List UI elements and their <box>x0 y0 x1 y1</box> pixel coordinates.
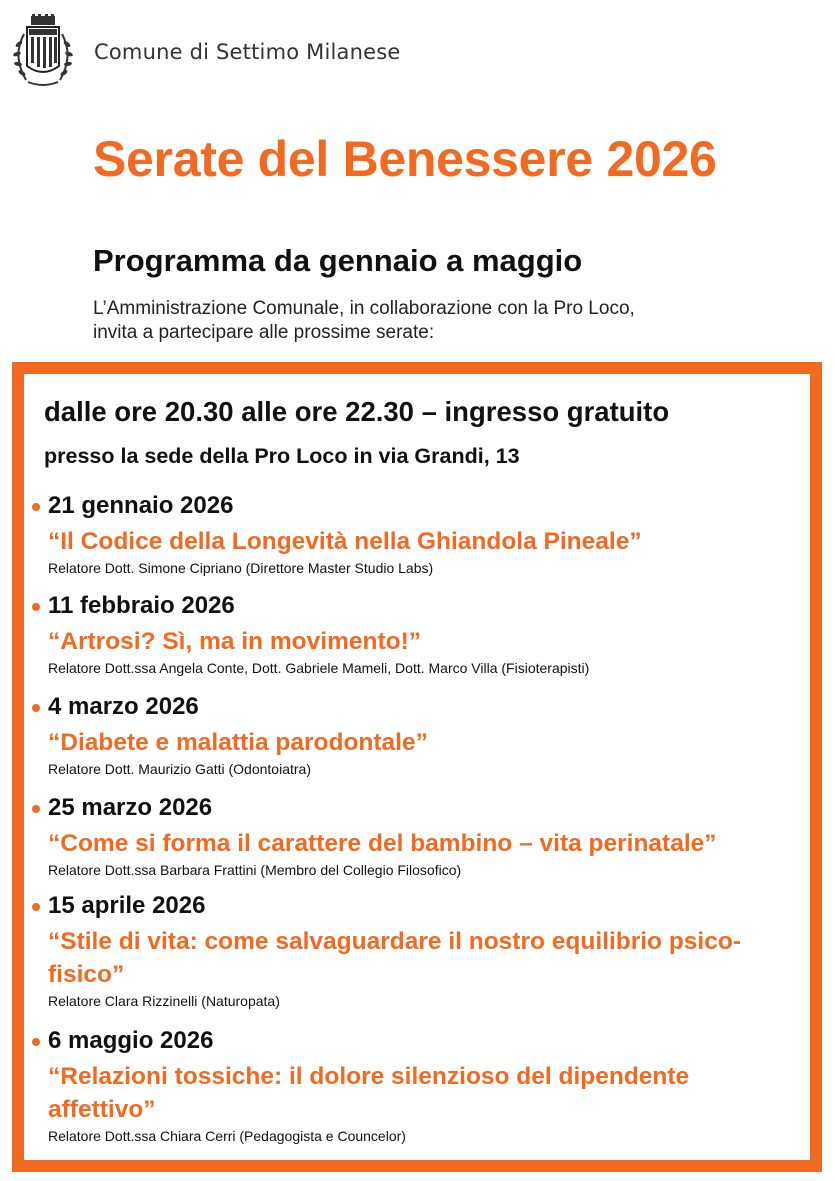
event-speaker: Relatore Dott. Simone Cipriano (Direttore Master Studio Labs) <box>48 560 434 576</box>
event-date: 25 marzo 2026 <box>48 794 213 821</box>
event-date: 4 marzo 2026 <box>48 693 199 720</box>
intro-line-1: L’Amministrazione Comunale, in collaborazione con la Pro Loco, <box>93 298 635 319</box>
event-speaker: Relatore Dott. Maurizio Gatti (Odontoiatra) <box>48 761 311 777</box>
program-box <box>12 362 822 1172</box>
header <box>10 14 401 90</box>
bullet-icon <box>32 903 40 911</box>
event-title: “Come si forma il carattere del bambino – vita perinatale” <box>48 830 717 857</box>
event-date: 6 maggio 2026 <box>48 1027 214 1054</box>
bullet-icon <box>32 503 40 511</box>
event-date: 15 aprile 2026 <box>48 892 206 919</box>
event-speaker: Relatore Dott.ssa Barbara Frattini (Membro del Collegio Filosofico) <box>48 862 462 878</box>
event-title: “Relazioni tossiche: il dolore silenzioso del dipendente affettivo” <box>48 1063 690 1123</box>
intro-text <box>93 297 635 345</box>
event-venue: presso la sede della Pro Loco in via Grandi, 13 <box>44 444 520 468</box>
event-title: “Artrosi? Sì, ma in movimento!” <box>48 628 421 655</box>
intro-line-2: invita a partecipare alle prossime serate: <box>93 322 435 343</box>
bullet-icon <box>32 1038 40 1046</box>
event-title: “Il Codice della Longevità nella Ghiandola Pineale” <box>48 528 642 555</box>
event-date: 11 febbraio 2026 <box>48 592 235 619</box>
municipality-name: Comune di Settimo Milanese <box>94 40 401 64</box>
page-title: Serate del Benessere 2026 <box>93 131 717 187</box>
event-speaker: Relatore Clara Rizzinelli (Naturopata) <box>48 993 280 1009</box>
event-speaker: Relatore Dott.ssa Angela Conte, Dott. Gabriele Mameli, Dott. Marco Villa (Fisioterapisti) <box>48 660 590 676</box>
event-speaker: Relatore Dott.ssa Chiara Cerri (Pedagogista e Councelor) <box>48 1128 406 1144</box>
event-title: “Stile di vita: come salvaguardare il nostro equilibrio psico-fisico” <box>48 928 741 988</box>
bullet-icon <box>32 805 40 813</box>
event-hours: dalle ore 20.30 alle ore 22.30 – ingresso gratuito <box>44 396 670 427</box>
event-date: 21 gennaio 2026 <box>48 492 234 519</box>
bullet-icon <box>32 603 40 611</box>
municipal-coat-of-arms-icon <box>10 14 76 90</box>
event-title: “Diabete e malattia parodontale” <box>48 729 428 756</box>
program-subtitle: Programma da gennaio a maggio <box>93 243 583 278</box>
bullet-icon <box>32 704 40 712</box>
